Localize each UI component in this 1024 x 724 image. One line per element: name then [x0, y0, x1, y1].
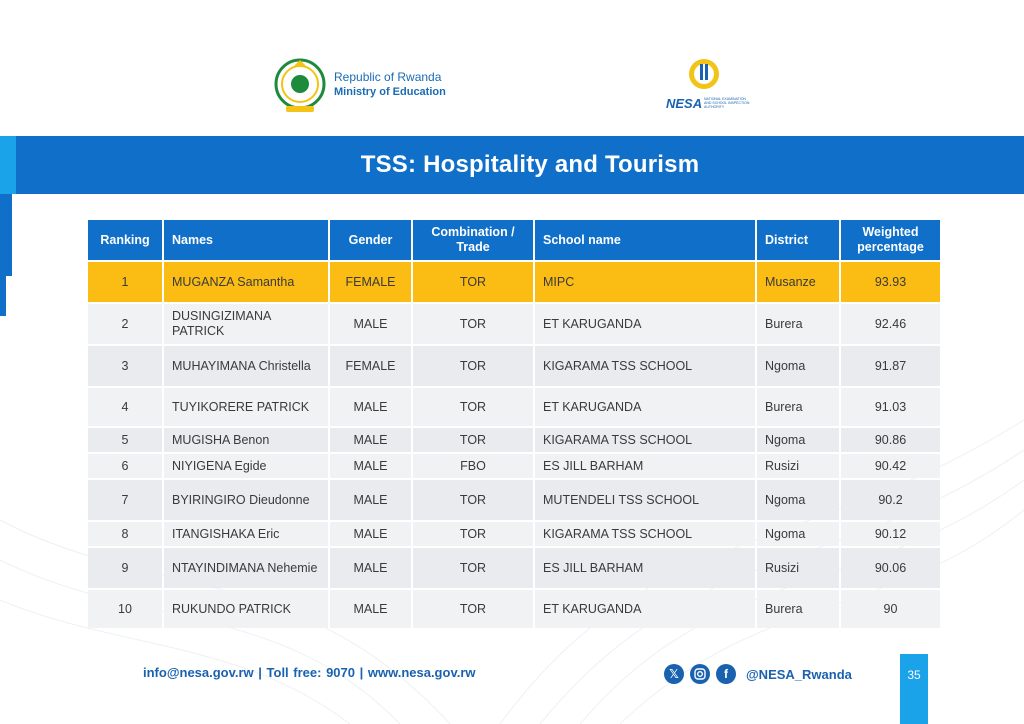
table-row: [88, 346, 940, 386]
cell-name: MUGANZA Samantha: [164, 262, 328, 302]
nesa-logo: [664, 58, 754, 114]
table-row: [88, 522, 940, 546]
cell-weighted-percentage: 91.87: [841, 346, 940, 386]
cell-rank: 2: [88, 304, 162, 344]
cell-gender: FEMALE: [330, 346, 411, 386]
cell-district: Musanze: [757, 262, 839, 302]
cell-school: KIGARAMA TSS SCHOOL: [535, 346, 755, 386]
ministry-line2: Ministry of Education: [334, 86, 446, 98]
cell-weighted-percentage: 90.42: [841, 454, 940, 478]
footer-contacts: info@nesa.gov.rw | Toll free: 9070 | www.nesa.gov.rw: [143, 665, 476, 680]
left-accent-strip-lower: [0, 276, 6, 316]
table-row: [88, 480, 940, 520]
social-links: [664, 664, 852, 684]
social-handle[interactable]: @NESA_Rwanda: [746, 666, 852, 682]
header-ranking: Ranking: [88, 220, 162, 260]
cell-gender: MALE: [330, 522, 411, 546]
cell-rank: 6: [88, 454, 162, 478]
cell-gender: MALE: [330, 548, 411, 588]
cell-weighted-percentage: 90: [841, 590, 940, 628]
cell-rank: 1: [88, 262, 162, 302]
cell-weighted-percentage: 90.86: [841, 428, 940, 452]
page-title: TSS: Hospitality and Tourism: [360, 151, 700, 178]
nesa-emblem-icon: [664, 58, 754, 98]
cell-name: MUGISHA Benon: [164, 428, 328, 452]
cell-name: DUSINGIZIMANA PATRICK: [164, 304, 328, 344]
table-row: [88, 454, 940, 478]
nesa-subtitle: NATIONAL EXAMINATION AND SCHOOL INSPECTION AUTHORITY: [704, 97, 750, 109]
cell-rank: 10: [88, 590, 162, 628]
cell-school: ET KARUGANDA: [535, 388, 755, 426]
header-combination: Combination / Trade: [413, 220, 533, 260]
cell-school: ET KARUGANDA: [535, 590, 755, 628]
table-row: [88, 548, 940, 588]
cell-rank: 5: [88, 428, 162, 452]
cell-district: Ngoma: [757, 522, 839, 546]
cell-district: Burera: [757, 304, 839, 344]
cell-school: MIPC: [535, 262, 755, 302]
cell-gender: MALE: [330, 454, 411, 478]
header-school: School name: [535, 220, 755, 260]
cell-school: MUTENDELI TSS SCHOOL: [535, 480, 755, 520]
header-district: District: [757, 220, 839, 260]
instagram-icon[interactable]: [690, 664, 710, 684]
cell-trade: TOR: [413, 522, 533, 546]
table-header-row: [88, 220, 940, 260]
header-names: Names: [164, 220, 328, 260]
table-row: [88, 590, 940, 628]
cell-trade: TOR: [413, 590, 533, 628]
cell-rank: 9: [88, 548, 162, 588]
cell-trade: TOR: [413, 480, 533, 520]
cell-district: Burera: [757, 590, 839, 628]
table-row: [88, 304, 940, 344]
cell-district: Burera: [757, 388, 839, 426]
cell-district: Ngoma: [757, 346, 839, 386]
table-row: [88, 388, 940, 426]
cell-district: Rusizi: [757, 454, 839, 478]
cell-weighted-percentage: 91.03: [841, 388, 940, 426]
rwanda-seal-icon: [274, 56, 326, 114]
ministry-logo: [274, 56, 446, 114]
cell-name: ITANGISHAKA Eric: [164, 522, 328, 546]
cell-weighted-percentage: 90.06: [841, 548, 940, 588]
page-number: 35: [900, 654, 928, 724]
facebook-icon[interactable]: f: [716, 664, 736, 684]
cell-trade: TOR: [413, 304, 533, 344]
cell-school: KIGARAMA TSS SCHOOL: [535, 428, 755, 452]
cell-school: ES JILL BARHAM: [535, 548, 755, 588]
cell-name: NIYIGENA Egide: [164, 454, 328, 478]
cell-trade: TOR: [413, 388, 533, 426]
cell-name: RUKUNDO PATRICK: [164, 590, 328, 628]
cell-name: BYIRINGIRO Dieudonne: [164, 480, 328, 520]
cell-district: Ngoma: [757, 480, 839, 520]
cell-school: ET KARUGANDA: [535, 304, 755, 344]
cell-gender: FEMALE: [330, 262, 411, 302]
cell-gender: MALE: [330, 428, 411, 452]
cell-gender: MALE: [330, 304, 411, 344]
cell-rank: 7: [88, 480, 162, 520]
cell-weighted-percentage: 93.93: [841, 262, 940, 302]
cell-name: MUHAYIMANA Christella: [164, 346, 328, 386]
cell-weighted-percentage: 90.12: [841, 522, 940, 546]
cell-trade: TOR: [413, 262, 533, 302]
cell-gender: MALE: [330, 480, 411, 520]
cell-weighted-percentage: 92.46: [841, 304, 940, 344]
cell-trade: FBO: [413, 454, 533, 478]
cell-trade: TOR: [413, 548, 533, 588]
cell-district: Rusizi: [757, 548, 839, 588]
cell-rank: 8: [88, 522, 162, 546]
cell-school: ES JILL BARHAM: [535, 454, 755, 478]
cell-rank: 3: [88, 346, 162, 386]
cell-gender: MALE: [330, 388, 411, 426]
header-weighted: Weighted percentage: [841, 220, 940, 260]
cell-district: Ngoma: [757, 428, 839, 452]
table-row: [88, 262, 940, 302]
ministry-line1: Republic of Rwanda: [334, 70, 442, 84]
cell-name: TUYIKORERE PATRICK: [164, 388, 328, 426]
nesa-wordmark: NESA: [666, 96, 703, 111]
header-gender: Gender: [330, 220, 411, 260]
cell-trade: TOR: [413, 346, 533, 386]
ranking-table: [86, 218, 942, 630]
cell-rank: 4: [88, 388, 162, 426]
cell-school: KIGARAMA TSS SCHOOL: [535, 522, 755, 546]
x-icon[interactable]: 𝕏: [664, 664, 684, 684]
table-row: [88, 428, 940, 452]
cell-gender: MALE: [330, 590, 411, 628]
cell-trade: TOR: [413, 428, 533, 452]
cell-weighted-percentage: 90.2: [841, 480, 940, 520]
cell-name: NTAYINDIMANA Nehemie: [164, 548, 328, 588]
